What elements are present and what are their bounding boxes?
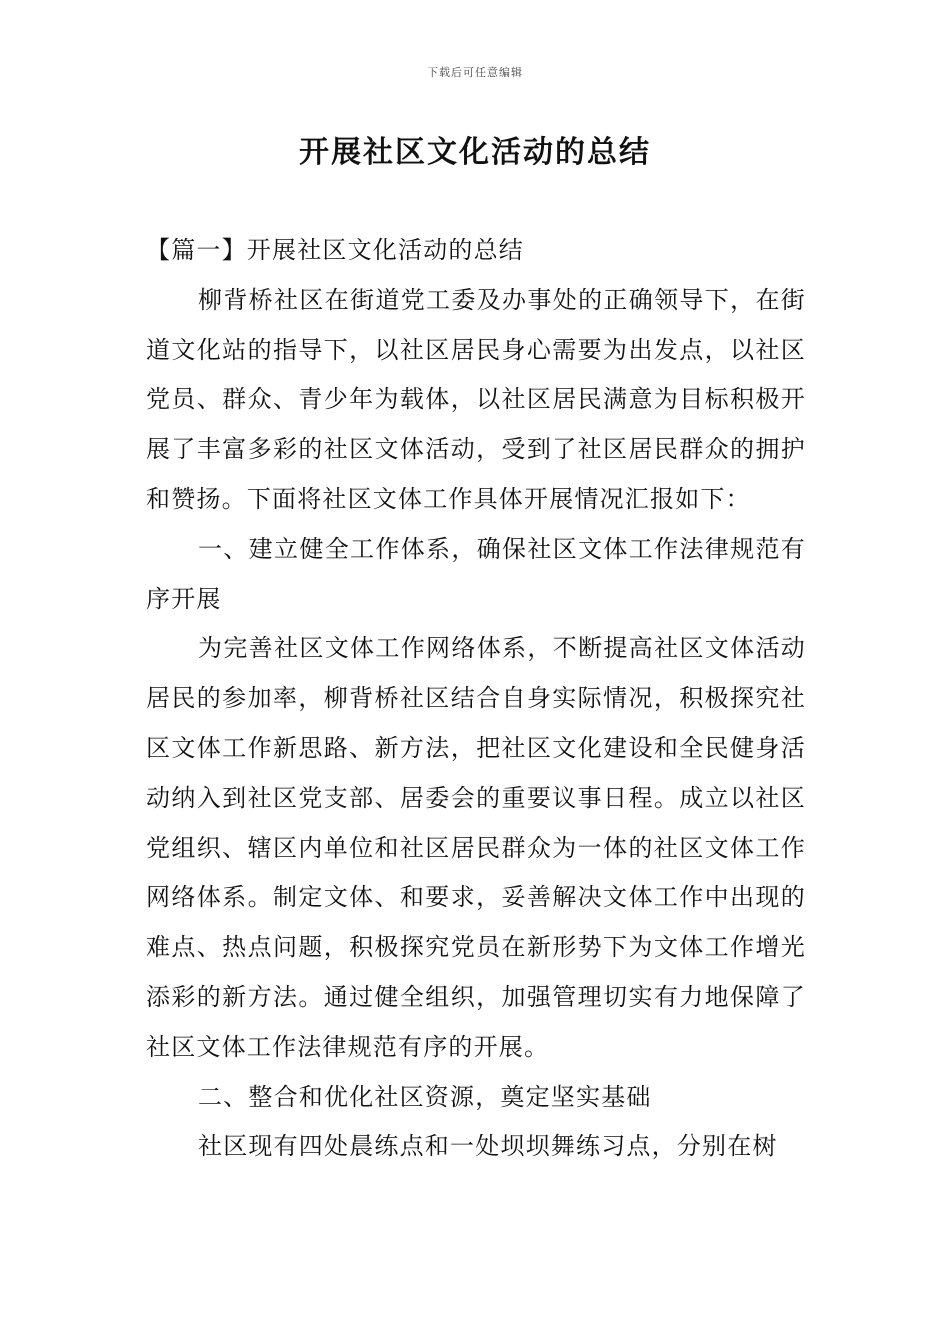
document-title: 开展社区文化活动的总结: [299, 135, 651, 170]
section-heading: 【篇一】开展社区文化活动的总结: [146, 236, 524, 264]
paragraph-intro: 柳背桥社区在街道党工委及办事处的正确领导下，在街道文化站的指导下，以社区居民身心需要为出发点，以社区党员、群众、青少年为载体，以社区居民满意为目标积极开展了丰富多彩的社区文体活动，受到了社区居民群众的拥护和赞扬。下面将社区文体工作具体开展情况汇报如下：: [146, 285, 806, 513]
document-body: [146, 226, 806, 1172]
subheading-two: 二、整合和优化社区资源，奠定坚实基础: [198, 1082, 652, 1111]
paragraph-one: 为完善社区文体工作网络体系，不断提高社区文体活动居民的参加率，柳背桥社区结合自身实际情况，积极探究社区文体工作新思路、新方法，把社区文化建设和全民健身活动纳入到社区党支部、居委会的重要议事日程。成立以社区党组织、辖区内单位和社区居民群众为一体的社区文体工作网络体系。制定文体、和要求，妥善解决文体工作中出现的难点、热点问题，积极探究党员在新形势下为文体工作增光添彩的新方法。通过健全组织，加强管理切实有力地保障了社区文体工作法律规范有序的开展。: [146, 634, 806, 1061]
paragraph-two: 社区现有四处晨练点和一处坝坝舞练习点，分别在树: [198, 1132, 778, 1161]
page-header-note: 下载后可任意编辑: [427, 66, 523, 79]
subheading-one: 一、建立健全工作体系，确保社区文体工作法律规范有序开展: [146, 534, 806, 613]
